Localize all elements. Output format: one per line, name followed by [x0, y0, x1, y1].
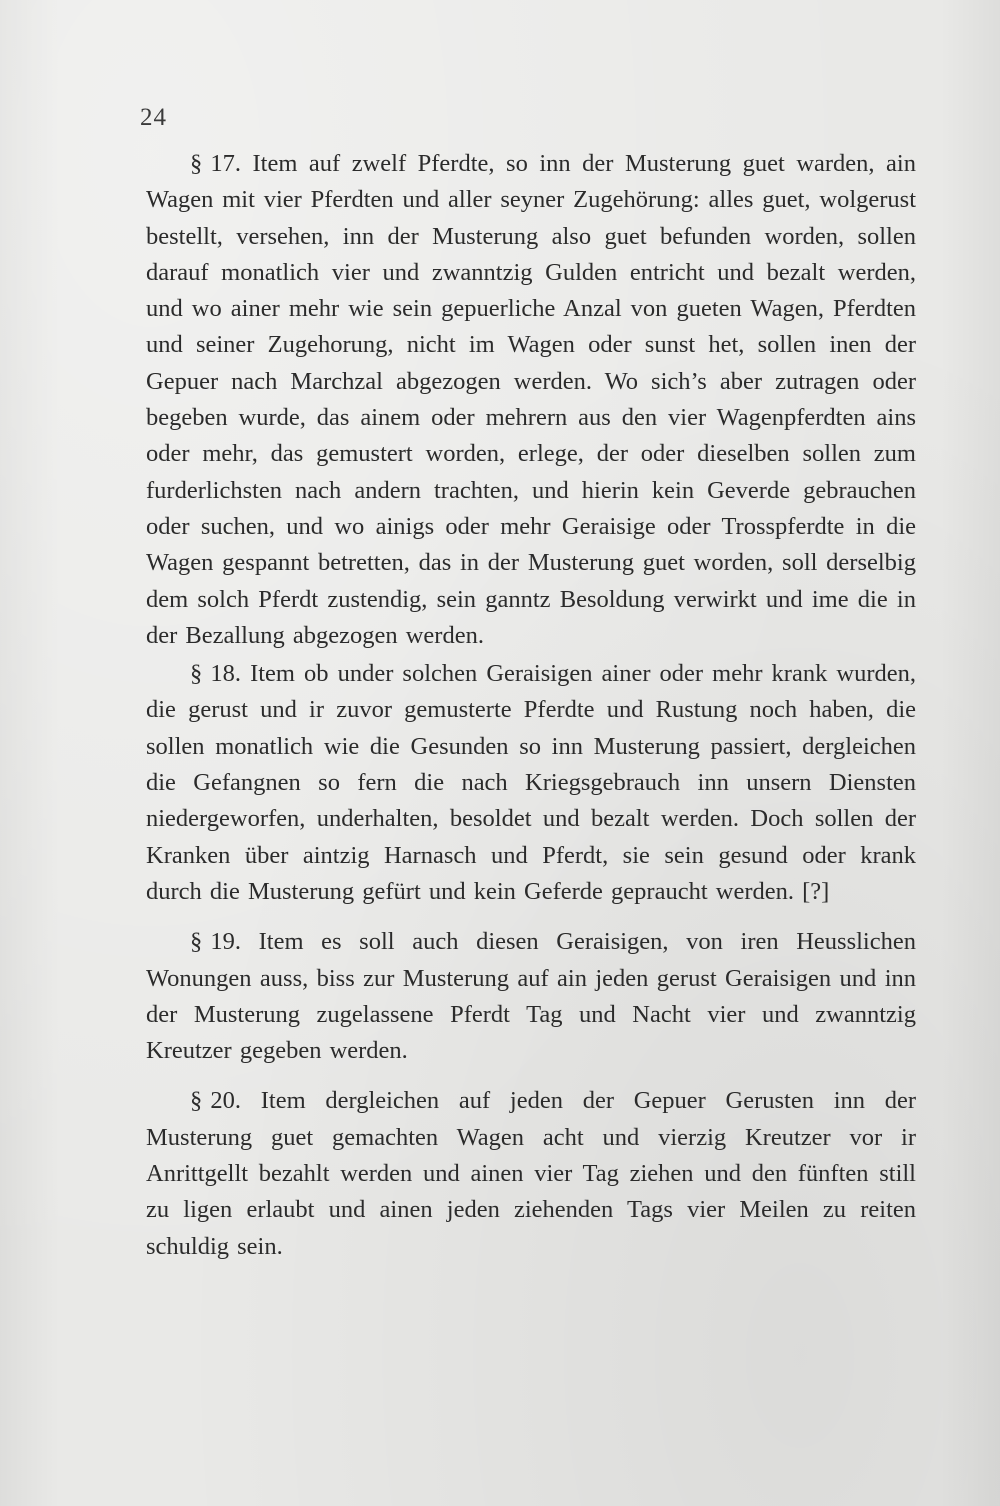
paragraph-section-19 [146, 924, 916, 1069]
paragraph-text: Item auf zwelf Pferdte, so inn der Musterung guet warden, ain Wagen mit vier Pferdten und aller seyner Zugehörung: alles guet, wolgerust bestellt, versehen, inn der Musterung also guet befunden worden, sollen darauf monatlich vier und zwanntzig Gulden entricht und bezalt werden, und wo ainer mehr wie sein gepuerliche Anzal von gueten Wagen, Pferdten und seiner Zugehorung, nicht im Wagen oder sunst het, sollen inen der Gepuer nach Marchzal abgezogen werden. Wo sich’s aber zutragen oder begeben wurde, das ainem oder mehrern aus den vier Wagenpferdten ains oder mehr, das gemustert worden, erlege, der oder dieselben sollen zum furderlichsten nach andern trachten, und hierin kein Geverde gebrauchen oder suchen, und wo ainigs oder mehr Geraisige oder Trosspferdte in die Wagen gespannt betretten, das in der Musterung guet worden, soll derselbig dem solch Pferdt zustendig, sein ganntz Besoldung verwirkt und ime die in der Bezallung abgezogen werden. [146, 150, 916, 649]
paragraph-section-17 [146, 146, 916, 654]
paragraph-text: Item dergleichen auf jeden der Gepuer Gerusten inn der Musterung guet gemachten Wagen acht und vierzig Kreutzer vor ir Anrittgellt bezahlt werden und ainen vier Tag ziehen und den fünften still zu ligen erlaubt und ainen jeden ziehenden Tags vier Meilen zu reiten schuldig sein. [146, 1087, 917, 1260]
section-number: § 18. [190, 660, 241, 688]
page-number: 24 [140, 104, 167, 131]
section-number: § 19. [190, 928, 241, 956]
paragraph-section-18 [146, 656, 916, 910]
body-text [146, 146, 916, 1265]
section-number: § 20. [190, 1087, 241, 1115]
paragraph-text: Item es soll auch diesen Geraisigen, von iren Heusslichen Wonungen auss, biss zur Musterung auf ain jeden gerust Geraisigen und inn der Musterung zugelassene Pferdt Tag und Nacht vier und zwanntzig Kreutzer gegeben werden. [146, 928, 916, 1065]
section-number: § 17. [190, 150, 241, 177]
paragraph-text: Item ob under solchen Geraisigen ainer oder mehr krank wurden, die gerust und ir zuvor gemusterte Pferdte und Rustung noch haben, die sollen monatlich wie die Gesunden so inn Musterung passiert, dergleichen die Gefangnen so fern die nach Kriegsgebrauch inn unsern Diensten niedergeworfen, underhalten, besoldet und bezalt werden. Doch sollen der Kranken über aintzig Harnasch und Pferdt, sie sein gesund oder krank durch die Musterung gefürt und kein Geferde gepraucht werden. [?] [146, 660, 916, 905]
paragraph-section-20 [146, 1083, 916, 1264]
